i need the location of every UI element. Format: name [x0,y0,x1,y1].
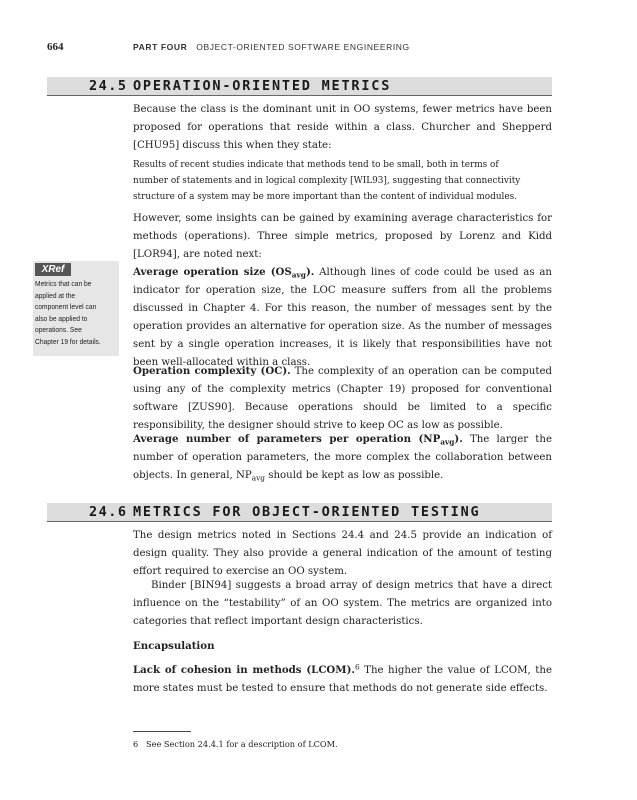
metric-lcom [133,661,552,698]
section-number: 24.6 [89,504,128,520]
running-header [133,42,410,52]
paragraph: The design metrics noted in Sections 24.4 and 24.5 provide an indication of design quality. They also provide a general indication of the amount of testing effort required to exercise an OO system. [133,530,552,577]
metric-title: Operation complexity (OC). [133,365,291,377]
footnote-marker: 6 [354,662,360,672]
block-quote: Results of recent studies indicate that methods tend to be small, both in terms of number of statements and in logical complexity [WIL93], suggesting that connectivity structure of a system may be more important than the content of individual modules. [133,160,521,202]
xref-margin-note [33,261,119,356]
metric-text: The higher the value of LCOM, the more states must be tested to ensure that methods do not generate side effects. [133,665,552,694]
part-title: OBJECT-ORIENTED SOFTWARE ENGINEERING [196,42,410,52]
metric-text: The larger the number of operation parameters, the more complex the collaboration between objects. In general, $NP_{avg}$ should be kept as low as possible. [133,434,552,483]
footnote [133,739,338,749]
metric-average-operation-size [133,263,552,372]
section-title: METRICS FOR OBJECT-ORIENTED TESTING [133,504,481,520]
xref-tag: XRef [35,263,71,276]
metric-title: Lack of cohesion in methods (LCOM). [133,664,355,676]
metric-text: Although lines of code could be used as an indicator for operation size, the LOC measure suffers from all the problems discussed in Chapter 4. For this reason, the number of messages sent by the operation provides an alternative for operation size. As the number of messages sent by a single operation increases, it is likely that responsibilities have not been well-allocated within a class. [133,267,552,368]
part-label: PART FOUR [133,42,188,52]
metric-title: Average number of parameters per operation $(NP_{avg})$. [133,433,463,447]
footnote-rule [133,731,191,732]
xref-text: Metrics that can be applied at the component level can also be applied to operations. See Chapter 19 for details. [35,279,101,346]
section-title: OPERATION-ORIENTED METRICS [133,78,392,94]
metric-operation-complexity [133,362,552,435]
subheading-encapsulation: Encapsulation [133,640,215,652]
paragraph: However, some insights can be gained by examining average characteristics for methods (operations). Three simple metrics, proposed by Lorenz and Kidd [LOR94], are noted next: [133,213,552,260]
metric-text: The complexity of an operation can be computed using any of the complexity metrics (Chapter 19) proposed for conventional software [ZUS90]. Because operations should be limited to a specific responsibility, the designer should strive to keep OC as low as possible. [133,366,553,431]
section-number: 24.5 [89,78,128,94]
page-number: 664 [47,41,64,53]
paragraph: Binder [BIN94] suggests a broad array of design metrics that have a direct influence on the “testability” of an OO system. The metrics are organized into categories that reflect important design characteristics. [133,580,552,627]
footnote-text: See Section 24.4.1 for a description of LCOM. [146,739,338,749]
metric-average-parameters [133,430,552,485]
section-intro-paragraph: Because the class is the dominant unit in OO systems, fewer metrics have been proposed for operations that reside within a class. Churcher and Shepperd [CHU95] discuss this when they state: [133,104,552,151]
footnote-number: 6 [133,739,139,749]
metric-title: Average operation size $(OS_{avg})$. [133,266,315,280]
